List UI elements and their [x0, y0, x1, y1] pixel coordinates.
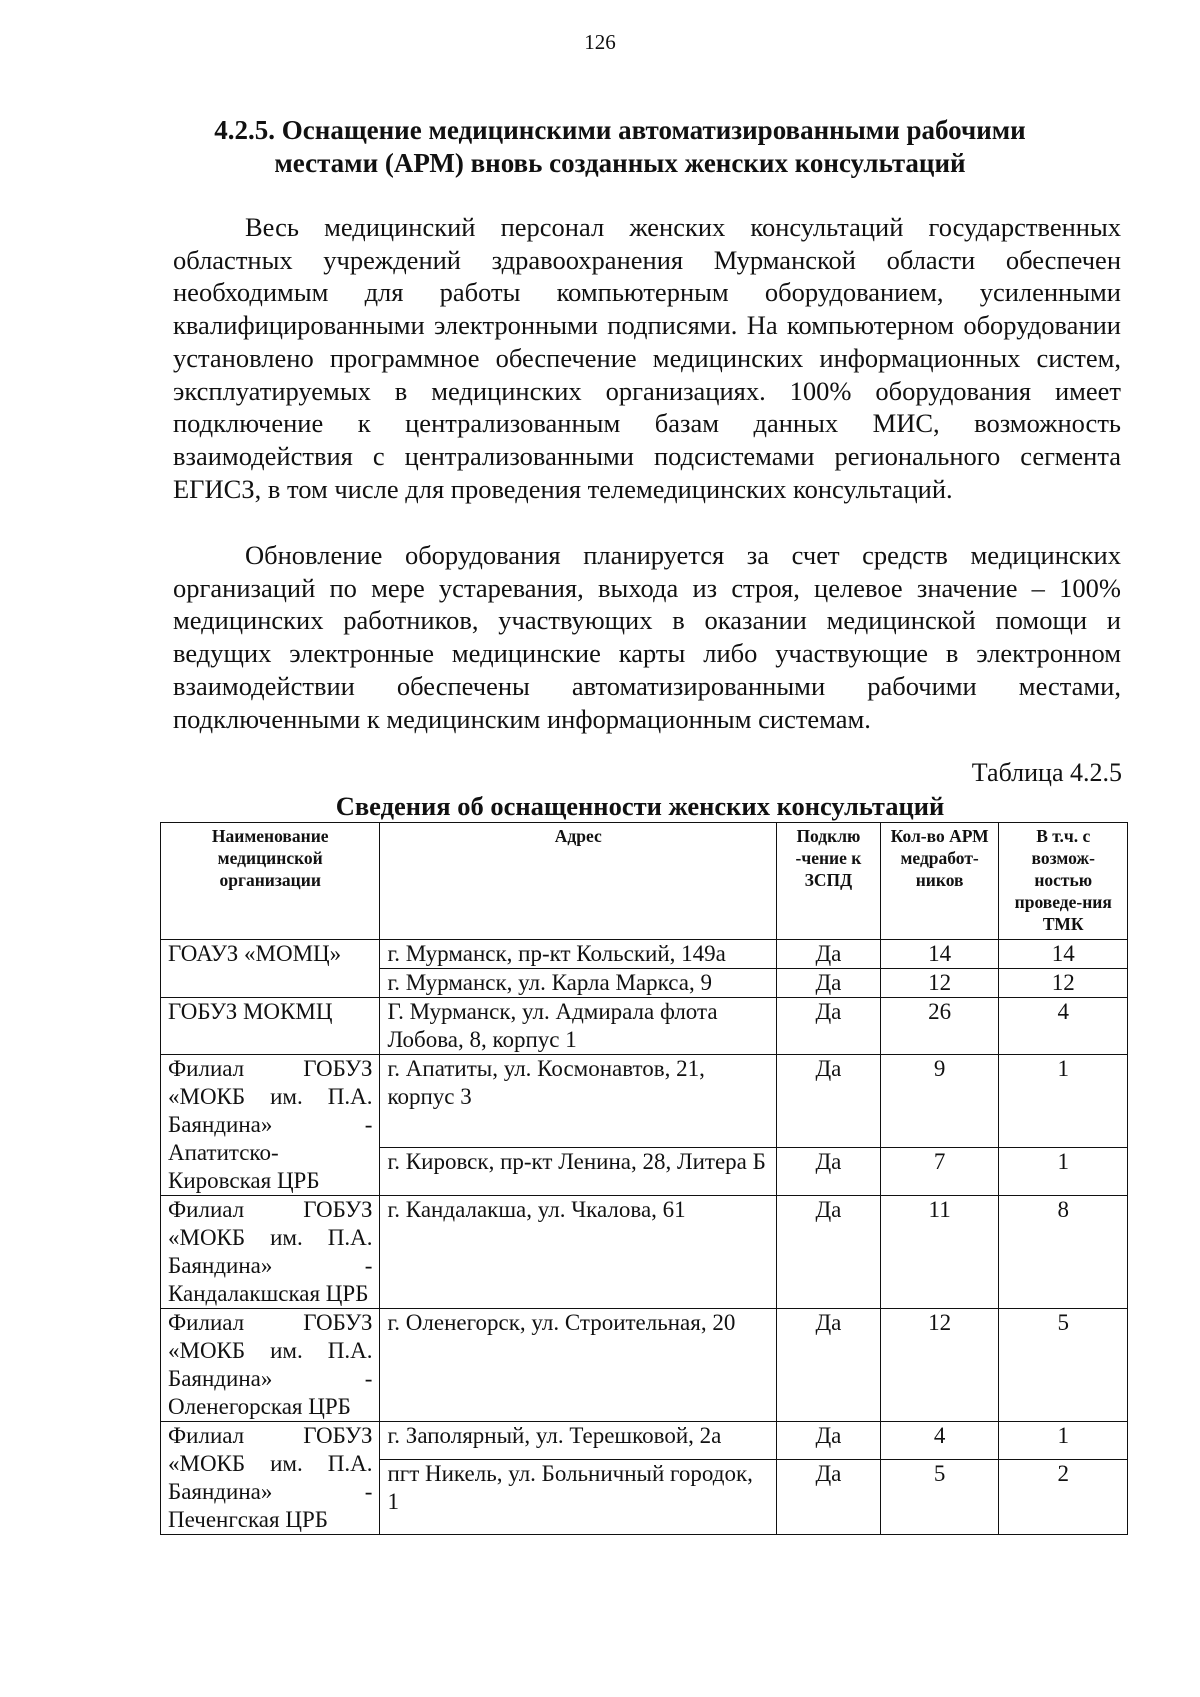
section-heading-line-1: 4.2.5. Оснащение медицинскими автоматизированными рабочими: [214, 115, 1026, 145]
table-caption: Таблица 4.2.5: [971, 758, 1122, 787]
paragraph-2: Обновление оборудования планируется за счет средств медицинских организаций по мере устаревания, выхода из строя, целевое значение – 100% медицинских работников, участвующих в оказании медицинской помощи и ведущих электронные медицинские карты либо участвующие в электронном взаимодействии обеспечены автоматизированными рабочими местами, подключенными к медицинским информационным системам.: [173, 540, 1121, 734]
header-arm-count: Кол-во АРМ медработ-ников: [880, 823, 999, 940]
table-row: [161, 940, 1128, 969]
table-row: [161, 1196, 1128, 1309]
paragraph-1: Весь медицинский персонал женских консультаций государственных областных учреждений здравоохранения Мурманской области обеспечен необходимым для работы компьютерным оборудованием, усиленными квалифицированными электронными подписями. На компьютерном оборудовании установлено программное обеспечение медицинских информационных систем, эксплуатируемых в медицинских организациях. 100% оборудования имеет подключение к централизованным базам данных МИС, возможность взаимодействия с централизованными подсистемами регионального сегмента ЕГИСЗ, в том числе для проведения телемедицинских консультаций.: [173, 212, 1121, 504]
tmk-cell: 1: [999, 1148, 1128, 1196]
connection-cell: Да: [777, 1196, 881, 1309]
org-cell: Филиал ГОБУЗ «МОКБ им. П.А. Баяндина» - Апатитско-Кировская ЦРБ: [161, 1055, 380, 1196]
address-cell: пгт Никель, ул. Больничный городок, 1: [380, 1460, 777, 1535]
section-heading-line-2: местами (АРМ) вновь созданных женских консультаций: [274, 148, 966, 178]
org-cell: ГОБУЗ МОКМЦ: [161, 998, 380, 1055]
tmk-cell: 1: [999, 1055, 1128, 1148]
tmk-cell: 12: [999, 969, 1128, 998]
arm-count-cell: 9: [880, 1055, 999, 1148]
header-connection: Подклю -чение к ЗСПД: [777, 823, 881, 940]
equipment-table: [160, 822, 1128, 1535]
header-tmk: В т.ч. с возмож-ностью проведе-ния ТМК: [999, 823, 1128, 940]
address-cell: г. Апатиты, ул. Космонавтов, 21, корпус 3: [380, 1055, 777, 1148]
address-cell: г. Кандалакша, ул. Чкалова, 61: [380, 1196, 777, 1309]
connection-cell: Да: [777, 969, 881, 998]
connection-cell: Да: [777, 998, 881, 1055]
arm-count-cell: 4: [880, 1422, 999, 1460]
page-number: 126: [584, 30, 616, 54]
tmk-cell: 5: [999, 1309, 1128, 1422]
table-row: [161, 1055, 1128, 1148]
arm-count-cell: 11: [880, 1196, 999, 1309]
address-cell: г. Мурманск, пр-кт Кольский, 149а: [380, 940, 777, 969]
connection-cell: Да: [777, 1148, 881, 1196]
table-title: Сведения об оснащенности женских консультаций: [335, 791, 945, 821]
org-cell: ГОАУЗ «МОМЦ»: [161, 940, 380, 998]
section-heading: [160, 114, 1080, 180]
arm-count-cell: 12: [880, 969, 999, 998]
table-row: [161, 998, 1128, 1055]
org-cell: Филиал ГОБУЗ «МОКБ им. П.А. Баяндина» - Печенгская ЦРБ: [161, 1422, 380, 1535]
tmk-cell: 2: [999, 1460, 1128, 1535]
address-cell: г. Заполярный, ул. Терешковой, 2а: [380, 1422, 777, 1460]
tmk-cell: 14: [999, 940, 1128, 969]
address-cell: Г. Мурманск, ул. Адмирала флота Лобова, 8, корпус 1: [380, 998, 777, 1055]
arm-count-cell: 26: [880, 998, 999, 1055]
connection-cell: Да: [777, 940, 881, 969]
connection-cell: Да: [777, 1422, 881, 1460]
tmk-cell: 8: [999, 1196, 1128, 1309]
arm-count-cell: 14: [880, 940, 999, 969]
org-cell: Филиал ГОБУЗ «МОКБ им. П.А. Баяндина» - Кандалакшская ЦРБ: [161, 1196, 380, 1309]
org-cell: Филиал ГОБУЗ «МОКБ им. П.А. Баяндина» - Оленегорская ЦРБ: [161, 1309, 380, 1422]
arm-count-cell: 5: [880, 1460, 999, 1535]
arm-count-cell: 7: [880, 1148, 999, 1196]
address-cell: г. Кировск, пр-кт Ленина, 28, Литера Б: [380, 1148, 777, 1196]
arm-count-cell: 12: [880, 1309, 999, 1422]
tmk-cell: 1: [999, 1422, 1128, 1460]
table-row: [161, 1309, 1128, 1422]
header-address: Адрес: [380, 823, 777, 940]
tmk-cell: 4: [999, 998, 1128, 1055]
table-row: [161, 1422, 1128, 1460]
address-cell: г. Оленегорск, ул. Строительная, 20: [380, 1309, 777, 1422]
address-cell: г. Мурманск, ул. Карла Маркса, 9: [380, 969, 777, 998]
header-org: Наименование медицинской организации: [161, 823, 380, 940]
connection-cell: Да: [777, 1055, 881, 1148]
connection-cell: Да: [777, 1309, 881, 1422]
table-header-row: [161, 823, 1128, 940]
connection-cell: Да: [777, 1460, 881, 1535]
